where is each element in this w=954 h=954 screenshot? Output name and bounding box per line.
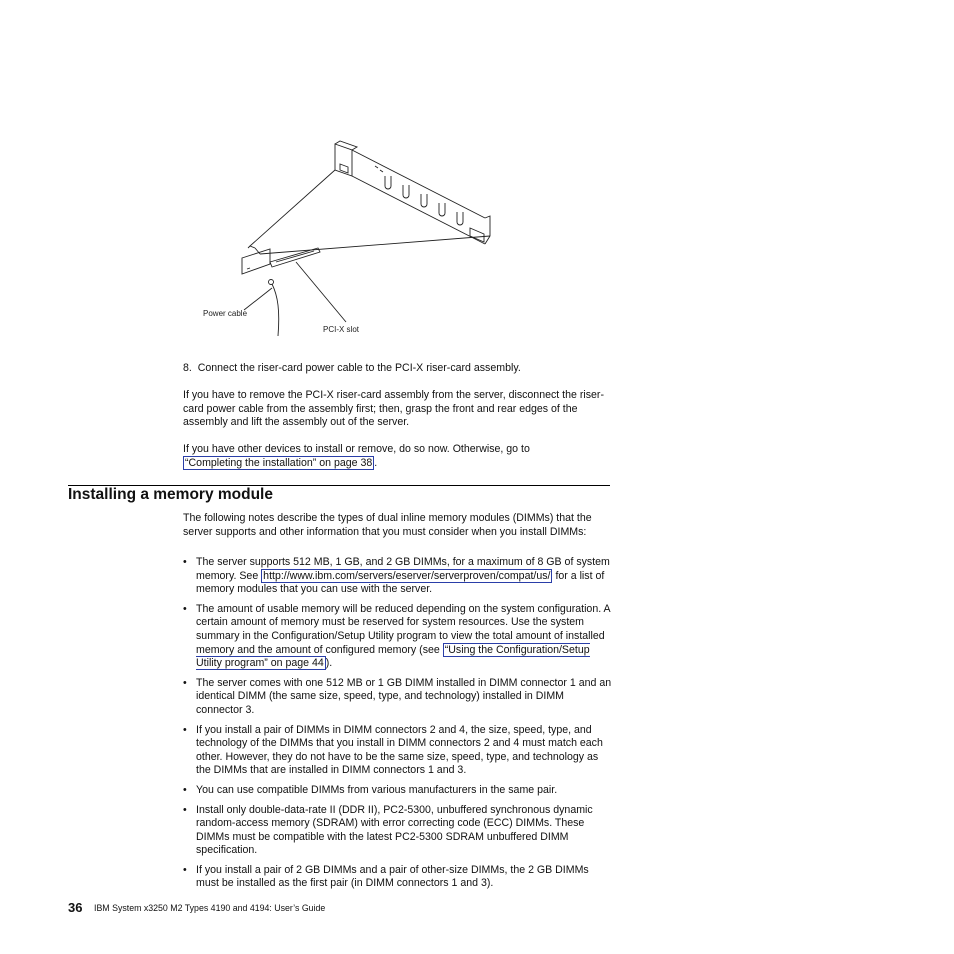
list-item-text: The server comes with one 512 MB or 1 GB DIMM installed in DIMM connector 1 and an identical DIMM (the same size, speed, type, and technology) installed in DIMM connector 3. <box>196 676 612 716</box>
step-number: 8. <box>183 362 192 374</box>
riser-card-drawing <box>200 136 520 346</box>
pcix-slot-label: PCI-X slot <box>323 325 360 334</box>
footer-title: IBM System x3250 M2 Types 4190 and 4194: User’s Guide <box>94 903 326 913</box>
list-item-text: for a list of memory modules that you can use with the server. <box>196 569 605 596</box>
list-item-text: You can use compatible DIMMs from various manufacturers in the same pair. <box>196 783 558 796</box>
list-item-text: The server supports 512 MB, 1 GB, and 2 GB DIMMs, for a maximum of 8 GB of system memory. See <box>196 556 610 582</box>
period: . <box>374 456 378 469</box>
power-cable-label: Power cable <box>203 309 248 318</box>
list-item <box>183 677 613 718</box>
remove-paragraph: If you have to remove the PCI-X riser-card assembly from the server, disconnect the riser-card power cable from the assembly first; then, grasp the front and rear edges of the assembly and lift the assembly out of the server. <box>183 389 604 429</box>
bullet-icon: • <box>183 602 187 615</box>
list-item-text: The amount of usable memory will be reduced depending on the system configuration. A certain amount of memory must be reserved for system resources. Use the system summary in the Configuration/Setup Utility program to view the total amount of installed memory and the amount of configured memory (see <box>196 602 610 656</box>
bullet-icon: • <box>183 676 187 689</box>
list-item <box>183 724 613 778</box>
list-item-text: If you install a pair of 2 GB DIMMs and a pair of other-size DIMMs, the 2 GB DIMMs must be installed as the first pair (in DIMM connectors 1 and 3). <box>196 863 589 890</box>
list-item-text: Install only double-data-rate II (DDR II), PC2-5300, unbuffered synchronous dynamic random-access memory (SDRAM) with error correcting code (ECC) DIMMs. These DIMMs must be compatible with the latest PC2-5300 SDRAM unbuffered DIMM specification. <box>196 803 593 857</box>
section-heading: Installing a memory module <box>68 486 273 503</box>
bullet-icon: • <box>183 863 187 876</box>
setup-utility-link[interactable]: “Using the Configuration/Setup Utility program” on page 44 <box>196 643 590 670</box>
serverproven-link[interactable]: http://www.ibm.com/servers/eserver/serverproven/compat/us/ <box>263 569 551 582</box>
bullet-icon: • <box>183 556 187 568</box>
step-text: Connect the riser-card power cable to the PCI-X riser-card assembly. <box>197 362 521 374</box>
memory-notes-list <box>183 556 613 897</box>
list-item-text: ). <box>325 657 333 670</box>
step-8 <box>183 362 613 376</box>
page-number: 36 <box>68 900 83 915</box>
other-devices-paragraph <box>183 443 613 470</box>
riser-card-figure <box>200 136 520 346</box>
bullet-icon: • <box>183 723 187 736</box>
list-item <box>183 804 613 858</box>
list-item-text: If you install a pair of DIMMs in DIMM connectors 2 and 4, the size, speed, type, and technology of the DIMMs that you install in DIMM connectors 2 and 4 must match each other. However, they do not have to be the same size, speed, type, and technology as the DIMMs that are installed in DIMM connectors 1 and 3. <box>196 723 603 777</box>
bullet-icon: • <box>183 783 187 796</box>
list-item <box>183 784 613 798</box>
bullet-icon: • <box>183 803 187 816</box>
section-intro: The following notes describe the types of dual inline memory modules (DIMMs) that the server supports and other information that you must consider when you install DIMMs: <box>183 512 592 538</box>
list-item <box>183 556 613 597</box>
completing-installation-link[interactable]: “Completing the installation” on page 38 <box>185 456 373 469</box>
list-item <box>183 864 613 891</box>
list-item <box>183 603 613 671</box>
other-devices-text: If you have other devices to install or remove, do so now. Otherwise, go to <box>183 443 530 455</box>
